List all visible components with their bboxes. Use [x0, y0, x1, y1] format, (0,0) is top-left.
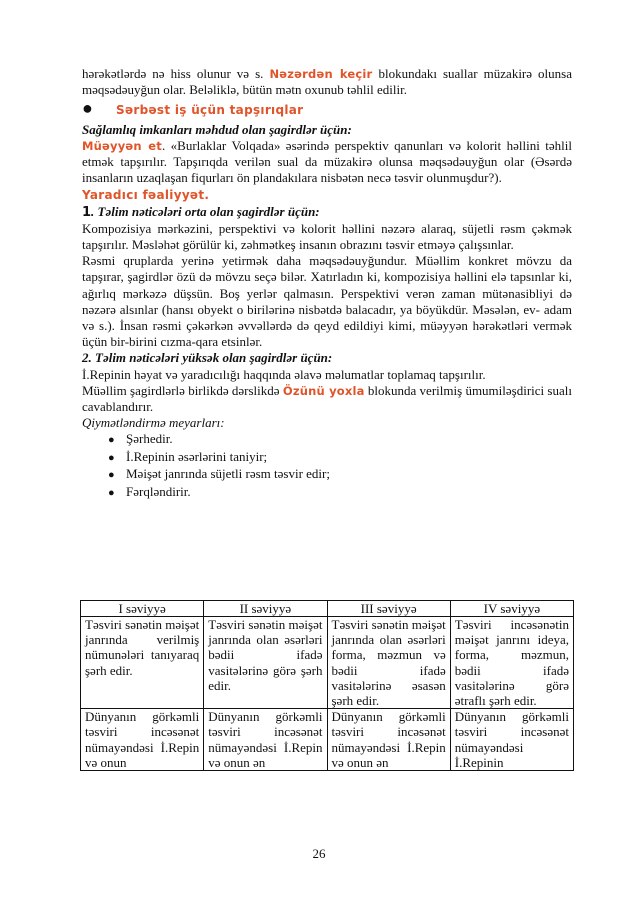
criteria-title: Qiymətləndirmə meyarları:: [82, 415, 225, 431]
identify-keyword: Müəyyən et: [82, 138, 162, 153]
criteria-item: [108, 466, 572, 484]
table-row: [81, 617, 574, 709]
level-2-header: II səviyyə: [204, 601, 327, 617]
criteria-list: [82, 431, 572, 501]
level-3-header: III səviyyə: [327, 601, 450, 617]
task-paragraph: [82, 138, 572, 187]
criteria-text: Şərhedir.: [126, 431, 173, 447]
table-cell: Təsviri sənətin məişət janrında verilmiş nümunələri tanıyaraq şərh edir.: [81, 617, 204, 709]
bullet-icon: ●: [108, 469, 115, 482]
task-text: . «Burlaklar Volqada» əsərində perspektiv qanunları və kolorit həllini təhlil etmək tapşırılır. Tapşırıqda verilən sual da müzakirə olunsa məqsədəuyğun olar (Əsərdə insanların uzaqlaşan fiqurları ön plandakılara nisbətən necə təsvir olunmuşdur?).: [82, 137, 572, 186]
table-cell: Təsviri sənətin məişət janrında olan əsərləri bədii ifadə vasitələrinə görə şərh edir.: [204, 617, 327, 709]
repin-task-paragraph: İ.Repinin həyat və yaradıcılığı haqqında əlavə məlumatlar toplamaq tapşırılır.: [82, 366, 486, 382]
self-check-keyword: Özünü yoxla: [282, 383, 365, 398]
table-cell: Təsviri incəsənətin məişət janrını ideya, forma, məzmun, bədii ifadə vasitələrinə görə ətraflı şərh edir.: [450, 617, 573, 709]
self-check-text-cont: blokunda verilmiş ümumiləşdirici sualı cavablandırır.: [82, 382, 572, 415]
composition-paragraph: Kompozisiya mərkəzini, perspektivi və kolorit həllini nəzərə alaraq, süjetli rəsm çəkmək tapşırılır. Məsləhət görülür ki, zəhmətkeş insanın obrazını təsvir etməyə çalışsınlar.: [82, 220, 572, 253]
criteria-text: Fərqləndirir.: [126, 483, 191, 499]
page-body: [82, 66, 572, 501]
high-heading: 2. Təlim nəticələri yüksək olan şagirdlər üçün:: [82, 350, 333, 366]
group-work-paragraph: Rəsmi qruplarda yerinə yetirmək daha məqsədəuyğundur. Müəllim konkret mövzu da tapşırar, şagirdlər özü də mövzu seçə bilər. Xatırladın ki, kompozisiya həllini elə tapsınlar ki, ağırlıq mərkəzə düşsün. Boş yerlər qalmasın. Perspektivi verən zaman mütənasibliyi də nəzərə alsınlar (hansı obyekt o birilərinə nisbətdə balacadır, ya böyükdür. Məsələn, ev- adam və s.). İnsan rəsmi çəkərkən əvvəllərdə də qeyd edildiyi kimi, müəyyən hərəkətləri vermək üçün bir-birini cızma-qara etsinlər.: [82, 253, 572, 350]
medium-heading-text: . Təlim nəticələri orta olan şagirdlər üçün:: [91, 203, 320, 219]
bullet-icon: ●: [82, 98, 93, 119]
table-cell: Dünyanın görkəmli təsviri incəsənət nümayəndəsi İ.Repin və onun ən: [204, 709, 327, 771]
self-check-paragraph: [82, 383, 572, 415]
medium-heading: [82, 204, 572, 221]
table-row: [81, 709, 574, 771]
table-cell: Təsviri sənətin məişət janrında olan əsərləri forma, məzmun və bədii ifadə vasitələrinə əsasən şərh edir.: [327, 617, 450, 709]
bullet-icon: ●: [108, 451, 115, 464]
criteria-text: Məişət janrında süjetli rəsm təsvir edir;: [126, 466, 330, 482]
table-cell: Dünyanın görkəmli təsviri incəsənət nümayəndəsi İ.Repin və onun ən: [327, 709, 450, 771]
criteria-item: [108, 449, 572, 467]
section-heading: Sərbəst iş üçün tapşırıqlar: [116, 103, 304, 118]
intro-text-cont: blokundakı suallar müzakirə olunsa məqsədəuyğun olar. Beləliklə, bütün mətn oxunub təhlil edilir.: [82, 66, 572, 98]
table-cell: Dünyanın görkəmli təsviri incəsənət nümayəndəsi İ.Repinin: [450, 709, 573, 771]
section-heading-line: [82, 100, 572, 118]
assessment-table: [80, 600, 574, 771]
creative-heading-line: [82, 187, 572, 203]
bullet-icon: ●: [108, 486, 115, 499]
review-keyword: Nəzərdən keçir: [269, 67, 373, 81]
medium-heading-number: 1: [82, 204, 92, 220]
criteria-text: İ.Repinin əsərlərini taniyir;: [126, 448, 268, 464]
table-cell: Dünyanın görkəmli təsviri incəsənət nümayəndəsi İ.Repin və onun: [81, 709, 204, 771]
level-1-header: I səviyyə: [81, 601, 204, 617]
creative-heading: Yaradıcı fəaliyyət.: [82, 188, 210, 203]
criteria-item: [108, 431, 572, 449]
health-heading: Sağlamlıq imkanları məhdud olan şagirdlər üçün:: [82, 121, 352, 137]
level-4-header: IV səviyyə: [450, 601, 573, 617]
intro-paragraph: [82, 66, 572, 98]
self-check-text: Müəllim şagirdlərlə birlikdə dərslikdə: [82, 382, 283, 398]
criteria-item: [108, 484, 572, 502]
intro-text: hərəkətlərdə nə hiss olunur və s.: [82, 66, 270, 81]
table-header-row: [81, 601, 574, 617]
bullet-icon: ●: [108, 434, 115, 447]
page-number: 26: [312, 846, 326, 861]
